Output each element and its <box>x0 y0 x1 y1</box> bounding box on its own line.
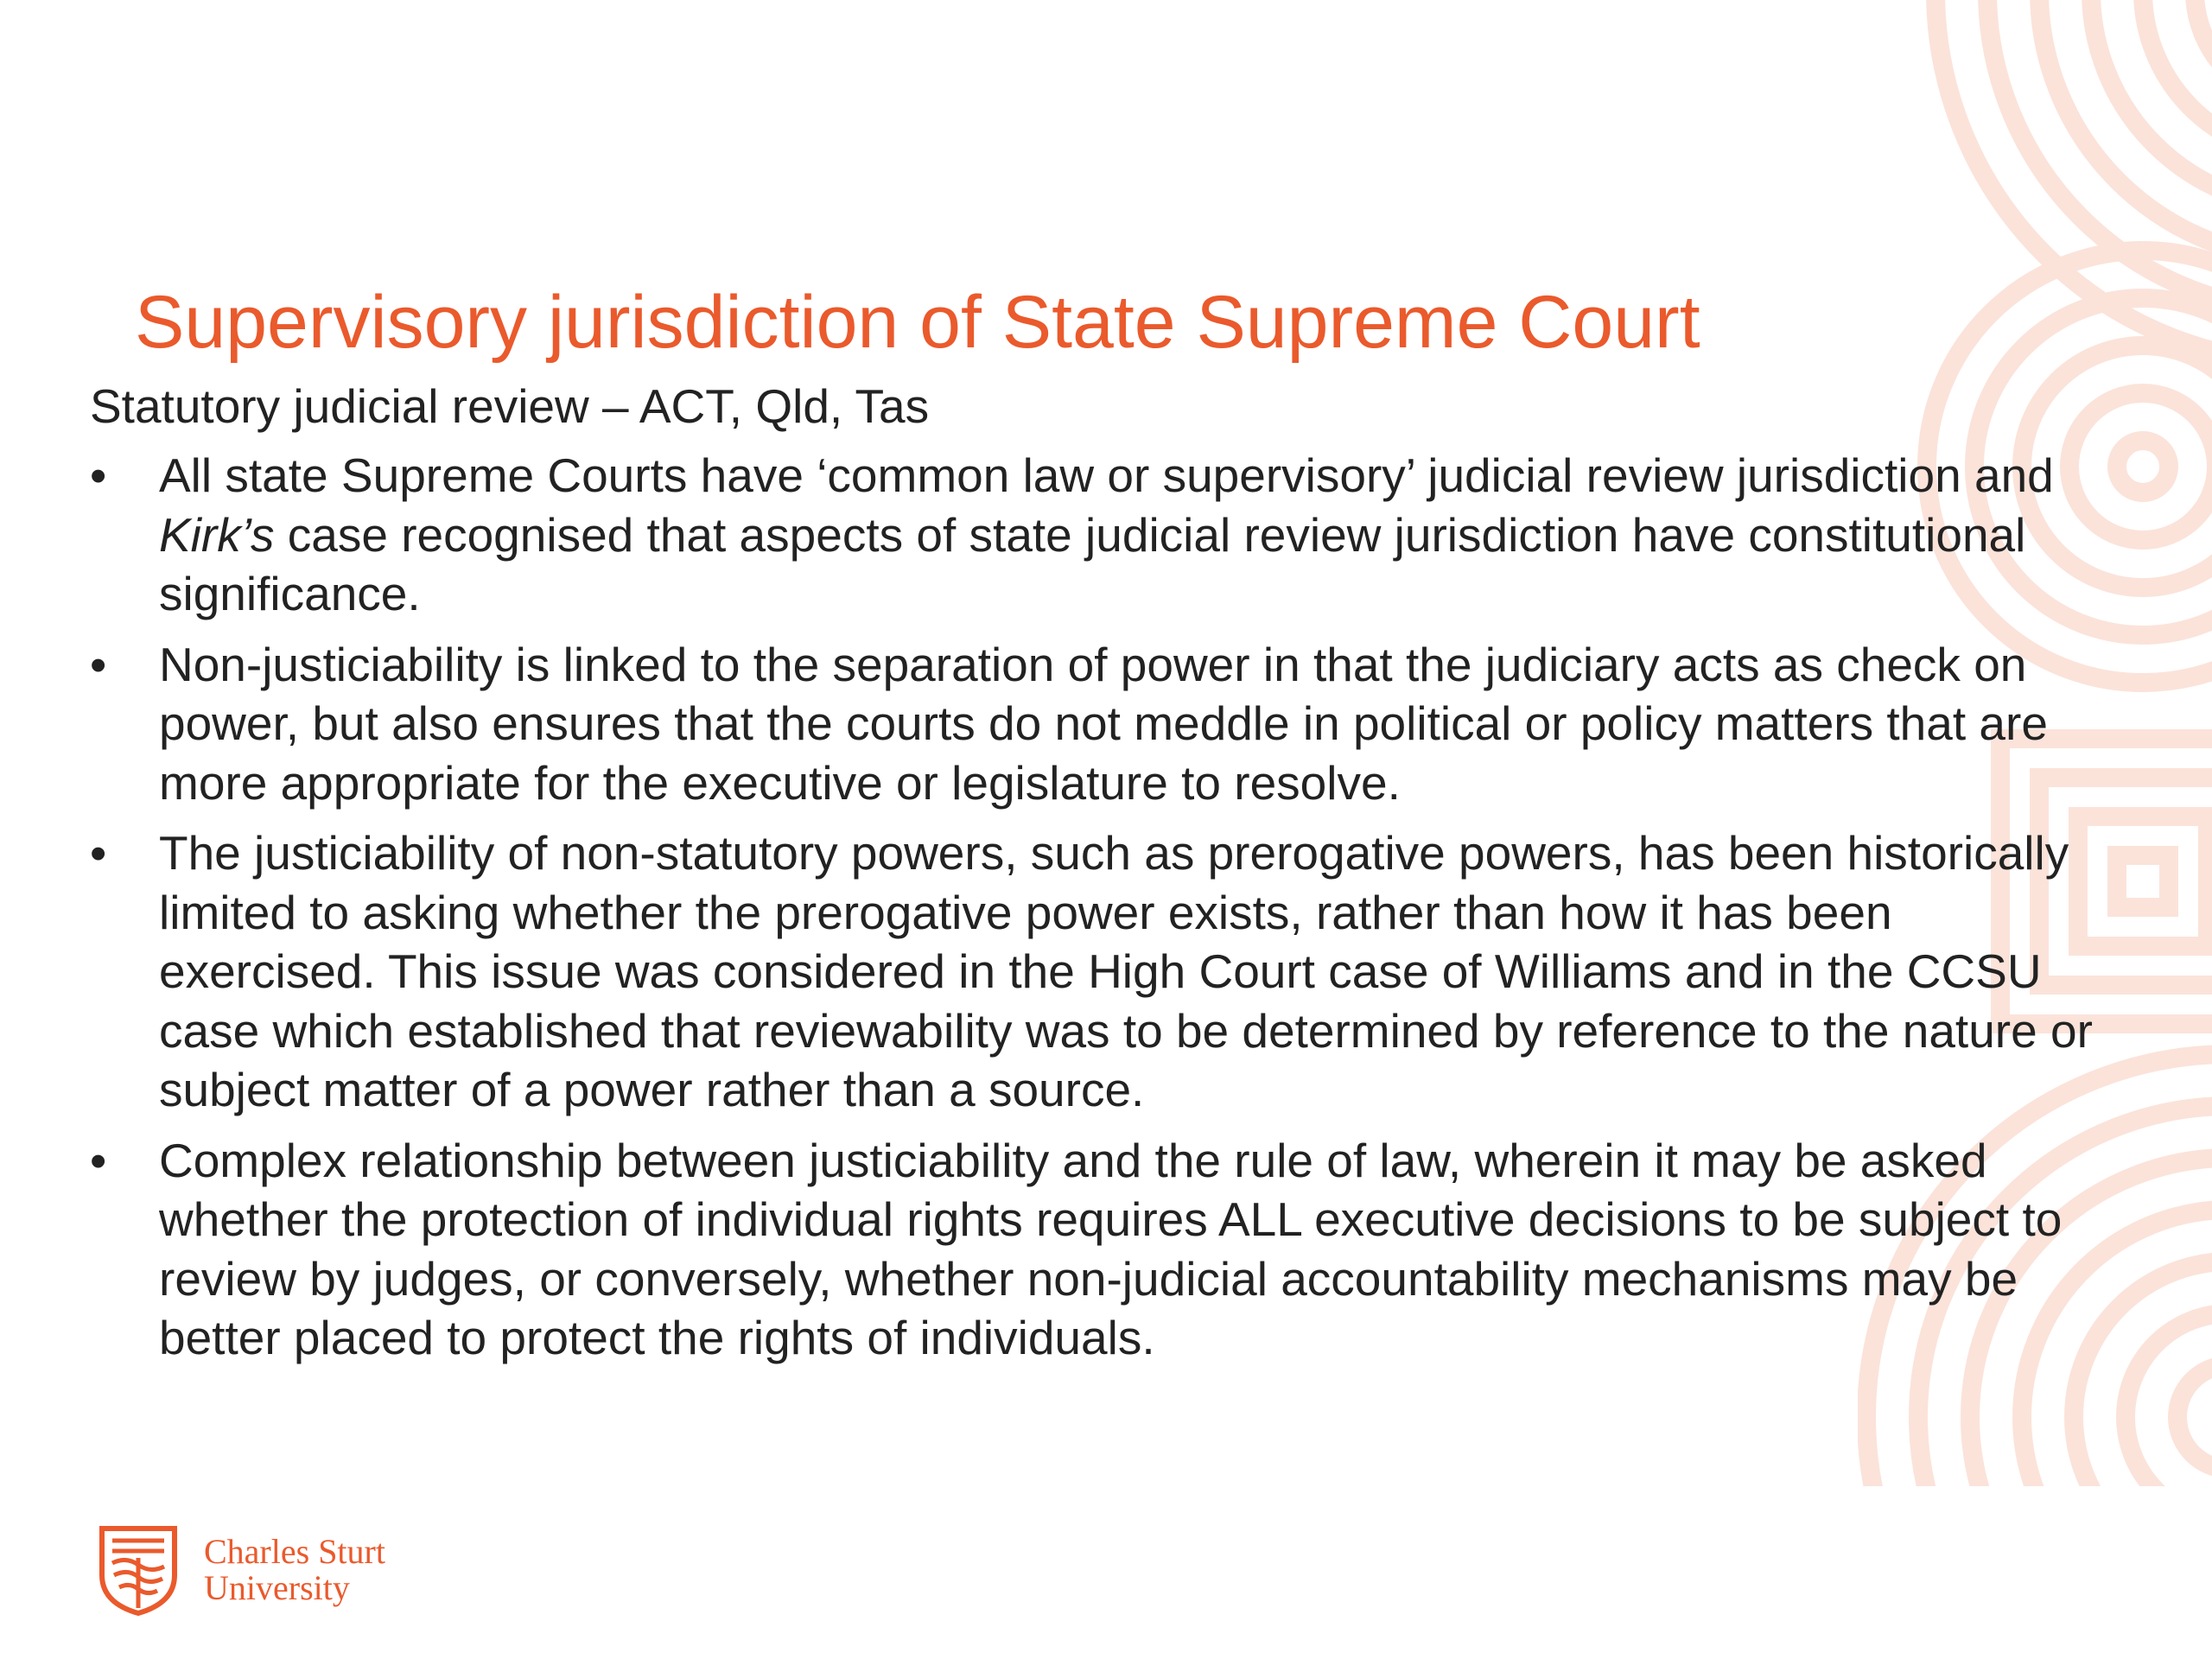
bullet-text-part: All state Supreme Courts have ‘common law or supervisory’ judicial review jurisdiction and <box>159 448 2054 502</box>
logo-wordmark <box>204 1534 385 1606</box>
logo-line-1: Charles Sturt <box>204 1532 385 1571</box>
bullet-icon: • <box>90 637 107 691</box>
bullet-icon: • <box>90 1133 107 1187</box>
bullet-text: The justiciability of non-statutory powers, such as prerogative powers, has been historically limited to asking whether the prerogative power exists, rather than how it has been exercised. This issue was considered in the High Court case of Williams and in the CCSU case which established that reviewability was to be determined by reference to the nature or subject matter of a power rather than a source. <box>159 826 2093 1116</box>
bullet-item <box>90 635 2112 813</box>
bullet-item <box>90 446 2112 624</box>
crest-icon <box>97 1523 180 1617</box>
bullet-list <box>90 446 2112 1379</box>
university-logo <box>97 1522 385 1618</box>
slide-subtitle: Statutory judicial review – ACT, Qld, Tas <box>90 379 930 433</box>
bullet-item <box>90 823 2112 1120</box>
bullet-icon: • <box>90 448 107 502</box>
bullet-text-part: case recognised that aspects of state judicial review jurisdiction have constitutional significance. <box>159 507 2026 620</box>
bullet-item <box>90 1131 2112 1368</box>
bullet-text <box>159 448 2054 620</box>
slide-title: Supervisory jurisdiction of State Supreme Court <box>135 281 1700 364</box>
bullet-text: Complex relationship between justiciability and the rule of law, wherein it may be asked whether the protection of individual rights requires ALL executive decisions to be subject to review by judges, or conversely, whether non-judicial accountability mechanisms may be better placed to protect the rights of individuals. <box>159 1133 2063 1364</box>
logo-line-2: University <box>204 1568 350 1607</box>
bullet-icon: • <box>90 826 107 880</box>
bullet-text: Non-justiciability is linked to the separation of power in that the judiciary acts as check on power, but also ensures that the courts do not meddle in political or policy matters that are more appropriate for the executive or legislature to resolve. <box>159 637 2048 810</box>
case-name-italic: Kirk’s <box>159 507 275 562</box>
